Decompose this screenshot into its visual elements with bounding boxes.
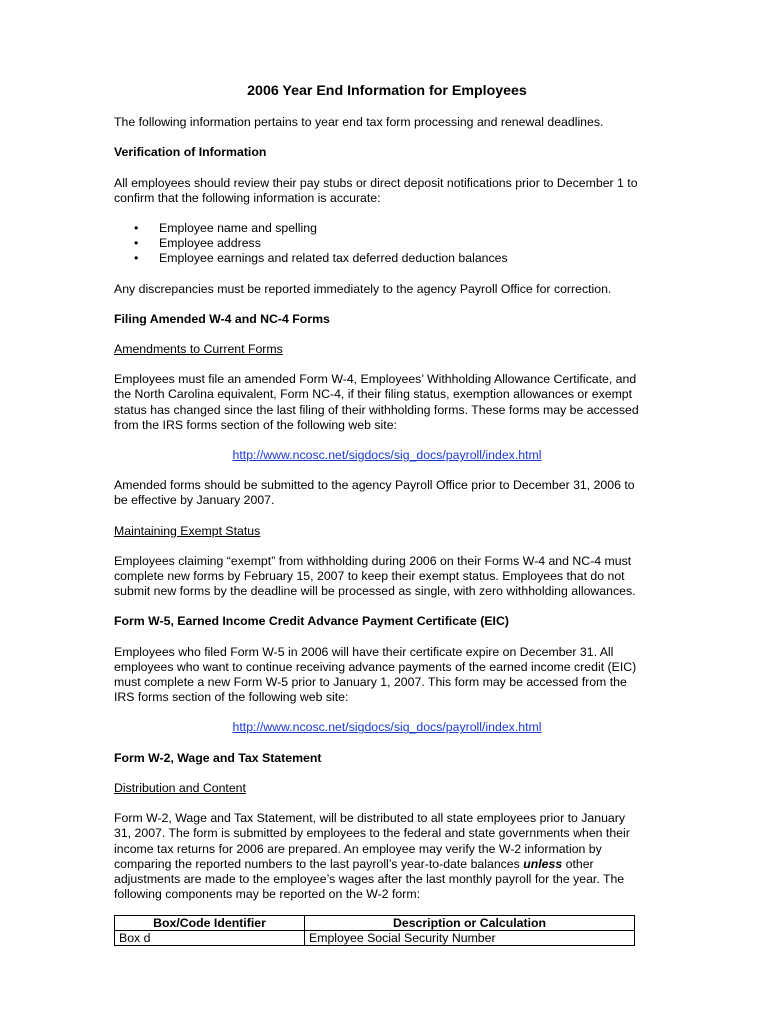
page-title: 2006 Year End Information for Employees — [247, 83, 527, 99]
section-heading-amended: Filing Amended W-4 and NC-4 Forms — [114, 311, 330, 326]
verification-paragraph: All employees should review their pay stubs or direct deposit notifications prior to December 1 to confirm that the following information is accurate: — [114, 175, 638, 205]
section-heading-w2: Form W-2, Wage and Tax Statement — [114, 750, 322, 765]
verification-list — [114, 221, 644, 267]
w5-paragraph: Employees who filed Form W-5 in 2006 will have their certificate expire on December 31. All employees who want to continue receiving advance payments of the earned income credit (EIC) must complete a new Form W-5 prior to January 1, 2007. This form may be accessed from the IRS forms section of the following web site: — [114, 644, 637, 705]
table-header-row — [115, 916, 635, 931]
column-header: Description or Calculation — [305, 916, 635, 931]
w2-components-table — [114, 915, 635, 946]
table-row — [115, 931, 635, 946]
list-item: • Employee name and spelling — [114, 221, 644, 236]
document-page — [114, 84, 644, 946]
section-heading-verification: Verification of Information — [114, 145, 267, 160]
subheading-exempt-status: Maintaining Exempt Status — [114, 523, 261, 538]
link-container — [114, 448, 644, 463]
amended-paragraph-3: Employees claiming “exempt” from withholding during 2006 on their Forms W-4 and NC-4 must complete new forms by February 15, 2007 to keep their exempt status. Employees that do not submit new forms by the deadline will be processed as single, with zero withholding allowances. — [114, 553, 636, 599]
amended-paragraph-1: Employees must file an amended Form W-4, Employees’ Withholding Allowance Certificate, and the North Carolina equivalent, Form NC-4, if their filing status, exemption allowances or exempt status has changed since the last filing of their withholding forms. These forms may be accessed from the IRS forms section of the following web site: — [114, 372, 639, 432]
intro-paragraph: The following information pertains to year end tax form processing and renewal deadlines. — [114, 115, 604, 130]
amended-paragraph-2: Amended forms should be submitted to the agency Payroll Office prior to December 31, 2006 to be effective by January 2007. — [114, 478, 635, 508]
subheading-amendments: Amendments to Current Forms — [114, 342, 283, 357]
column-header: Box/Code Identifier — [115, 916, 305, 931]
list-item: • Employee earnings and related tax deferred deduction balances — [114, 251, 644, 266]
link-container — [114, 720, 644, 735]
emphasis-unless: unless — [523, 856, 563, 871]
w2-text-a: Form W-2, Wage and Tax Statement, will be distributed to all state employees prior to January 31, 2007. The form is submitted by employees to the federal and state governments when their income tax returns for 2006 are prepared. An employee may verify the W-2 information by comparing the reported numbers to the last payroll’s year-to-date balances — [114, 811, 630, 871]
verification-footer: Any discrepancies must be reported immediately to the agency Payroll Office for correction. — [114, 281, 612, 296]
w2-text-b: other adjustments are made to the employee’s wages after the last monthly payroll for the year. The following components may be reported on the W-2 form: — [114, 856, 625, 902]
table-cell: Box d — [115, 931, 305, 946]
subheading-distribution: Distribution and Content — [114, 780, 246, 795]
payroll-forms-link[interactable]: http://www.ncosc.net/sigdocs/sig_docs/payroll/index.html — [232, 720, 542, 735]
w2-paragraph — [114, 811, 644, 902]
section-heading-w5: Form W-5, Earned Income Credit Advance Payment Certificate (EIC) — [114, 614, 509, 629]
payroll-forms-link[interactable]: http://www.ncosc.net/sigdocs/sig_docs/payroll/index.html — [232, 448, 542, 463]
table-cell: Employee Social Security Number — [305, 931, 635, 946]
list-item: • Employee address — [114, 236, 644, 251]
